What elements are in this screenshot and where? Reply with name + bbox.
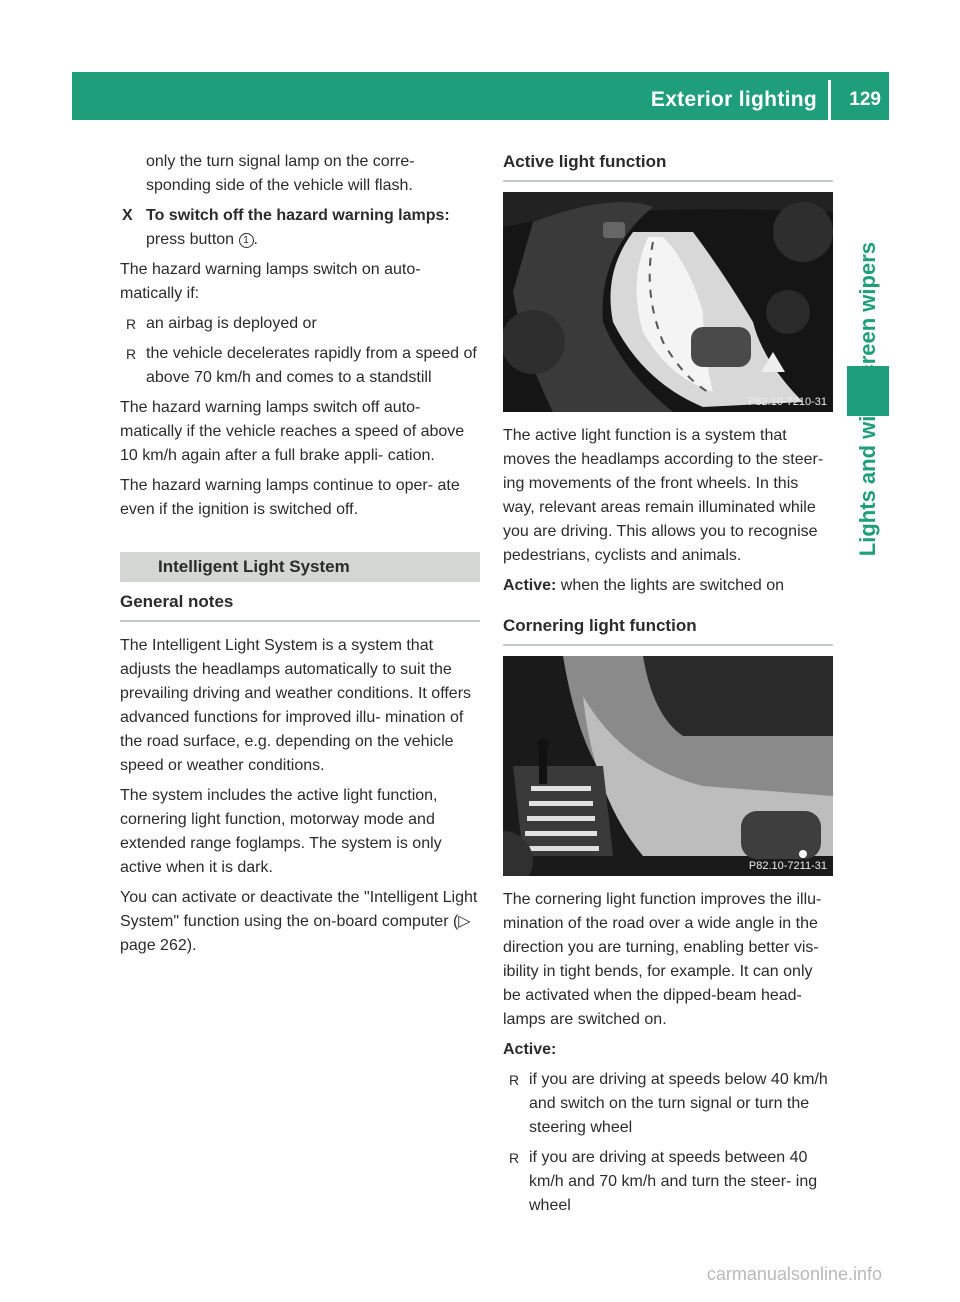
paragraph — [503, 574, 833, 598]
paragraph: The cornering light function improves the illu- mination of the road over a wide angle in the direction you are turning, enabling better vis- ibility in tight bends, for example. It can only be activated when the dipped-beam head- lamps are switched on. — [503, 891, 822, 1028]
callout-number-icon: 1 — [239, 233, 254, 248]
paragraph: The hazard warning lamps switch on auto- matically if: — [120, 261, 421, 302]
right-column — [503, 150, 833, 1224]
section-heading: Intelligent Light System — [120, 552, 480, 582]
chapter-title: Exterior lighting — [650, 88, 817, 111]
paragraph-text: You can activate or deactivate the "Intelligent Light System" function using the on-board computer ( — [120, 889, 478, 930]
bullet-icon: R — [126, 316, 137, 332]
list-item-text: if you are driving at speeds between 40 km/h and 70 km/h and turn the steer- ing wheel — [529, 1149, 818, 1214]
paragraph: The Intelligent Light System is a system that adjusts the headlamps automatically to suit the prevailing driving and weather conditions. It offers advanced functions for improved illu- mination of the road surface, e.g. depending on the vehicle speed or weather conditions. — [120, 637, 472, 774]
paragraph: only the turn signal lamp on the corre- sponding side of the vehicle will flash. — [146, 153, 415, 194]
list-item-text: an airbag is deployed or — [146, 315, 317, 332]
step-arrow-icon: X — [122, 207, 133, 224]
side-tab-label: Lights and windscreen wipers — [855, 242, 880, 557]
instruction-step — [120, 204, 480, 228]
figure-active-light — [503, 192, 833, 412]
paragraph: The hazard warning lamps continue to oper- ate even if the ignition is switched off. — [120, 477, 460, 518]
active-label: Active: — [503, 577, 557, 594]
step-title: To switch off the hazard warning lamps: — [146, 207, 450, 224]
list-item — [120, 342, 480, 390]
page-reference[interactable]: page 262). — [120, 937, 197, 954]
paragraph: The active light function is a system that moves the headlamps according to the steer- ing movements of the front wheels. In this way, relevant areas remain illuminated while you are driving. This allows you to recognise pedestrians, cyclists and animals. — [503, 427, 824, 564]
list-item — [120, 312, 480, 336]
page-ref-arrow-icon: ▷ — [458, 913, 471, 930]
road-night-illustration — [503, 192, 833, 412]
bullet-icon: R — [509, 1072, 520, 1088]
header-bar — [72, 72, 889, 120]
header-divider — [828, 80, 831, 120]
list-item — [503, 1068, 833, 1140]
sub-heading: General notes — [120, 590, 480, 622]
page-number: 129 — [849, 89, 881, 110]
sub-heading: Cornering light function — [503, 614, 833, 646]
bullet-icon: R — [509, 1150, 520, 1166]
active-text: when the lights are switched on — [556, 577, 785, 594]
paragraph — [120, 886, 480, 958]
figure-code: P82.10-7211-31 — [748, 860, 827, 872]
paragraph: The hazard warning lamps switch off auto- matically if the vehicle reaches a speed of above 10 km/h again after a full brake appli- cation. — [120, 399, 465, 464]
list-item — [503, 1146, 833, 1218]
bullet-icon: R — [126, 346, 137, 362]
watermark: carmanualsonline.info — [706, 1264, 882, 1284]
step-text-part: press button — [146, 231, 235, 248]
intersection-night-illustration — [503, 656, 833, 876]
figure-code: P82.10-7210-31 — [748, 396, 827, 408]
list-item-text: if you are driving at speeds below 40 km/h and switch on the turn signal or turn the steering wheel — [529, 1071, 828, 1136]
list-item-text: the vehicle decelerates rapidly from a speed of above 70 km/h and comes to a standstill — [146, 345, 477, 386]
step-text — [120, 228, 480, 252]
left-column — [120, 150, 480, 964]
step-text-end: . — [253, 231, 258, 248]
paragraph: The system includes the active light function, cornering light function, motorway mode and extended range foglamps. The system is only active when it is dark. — [120, 787, 442, 876]
figure-cornering-light — [503, 656, 833, 876]
active-label: Active: — [503, 1041, 557, 1058]
sub-heading: Active light function — [503, 150, 833, 182]
